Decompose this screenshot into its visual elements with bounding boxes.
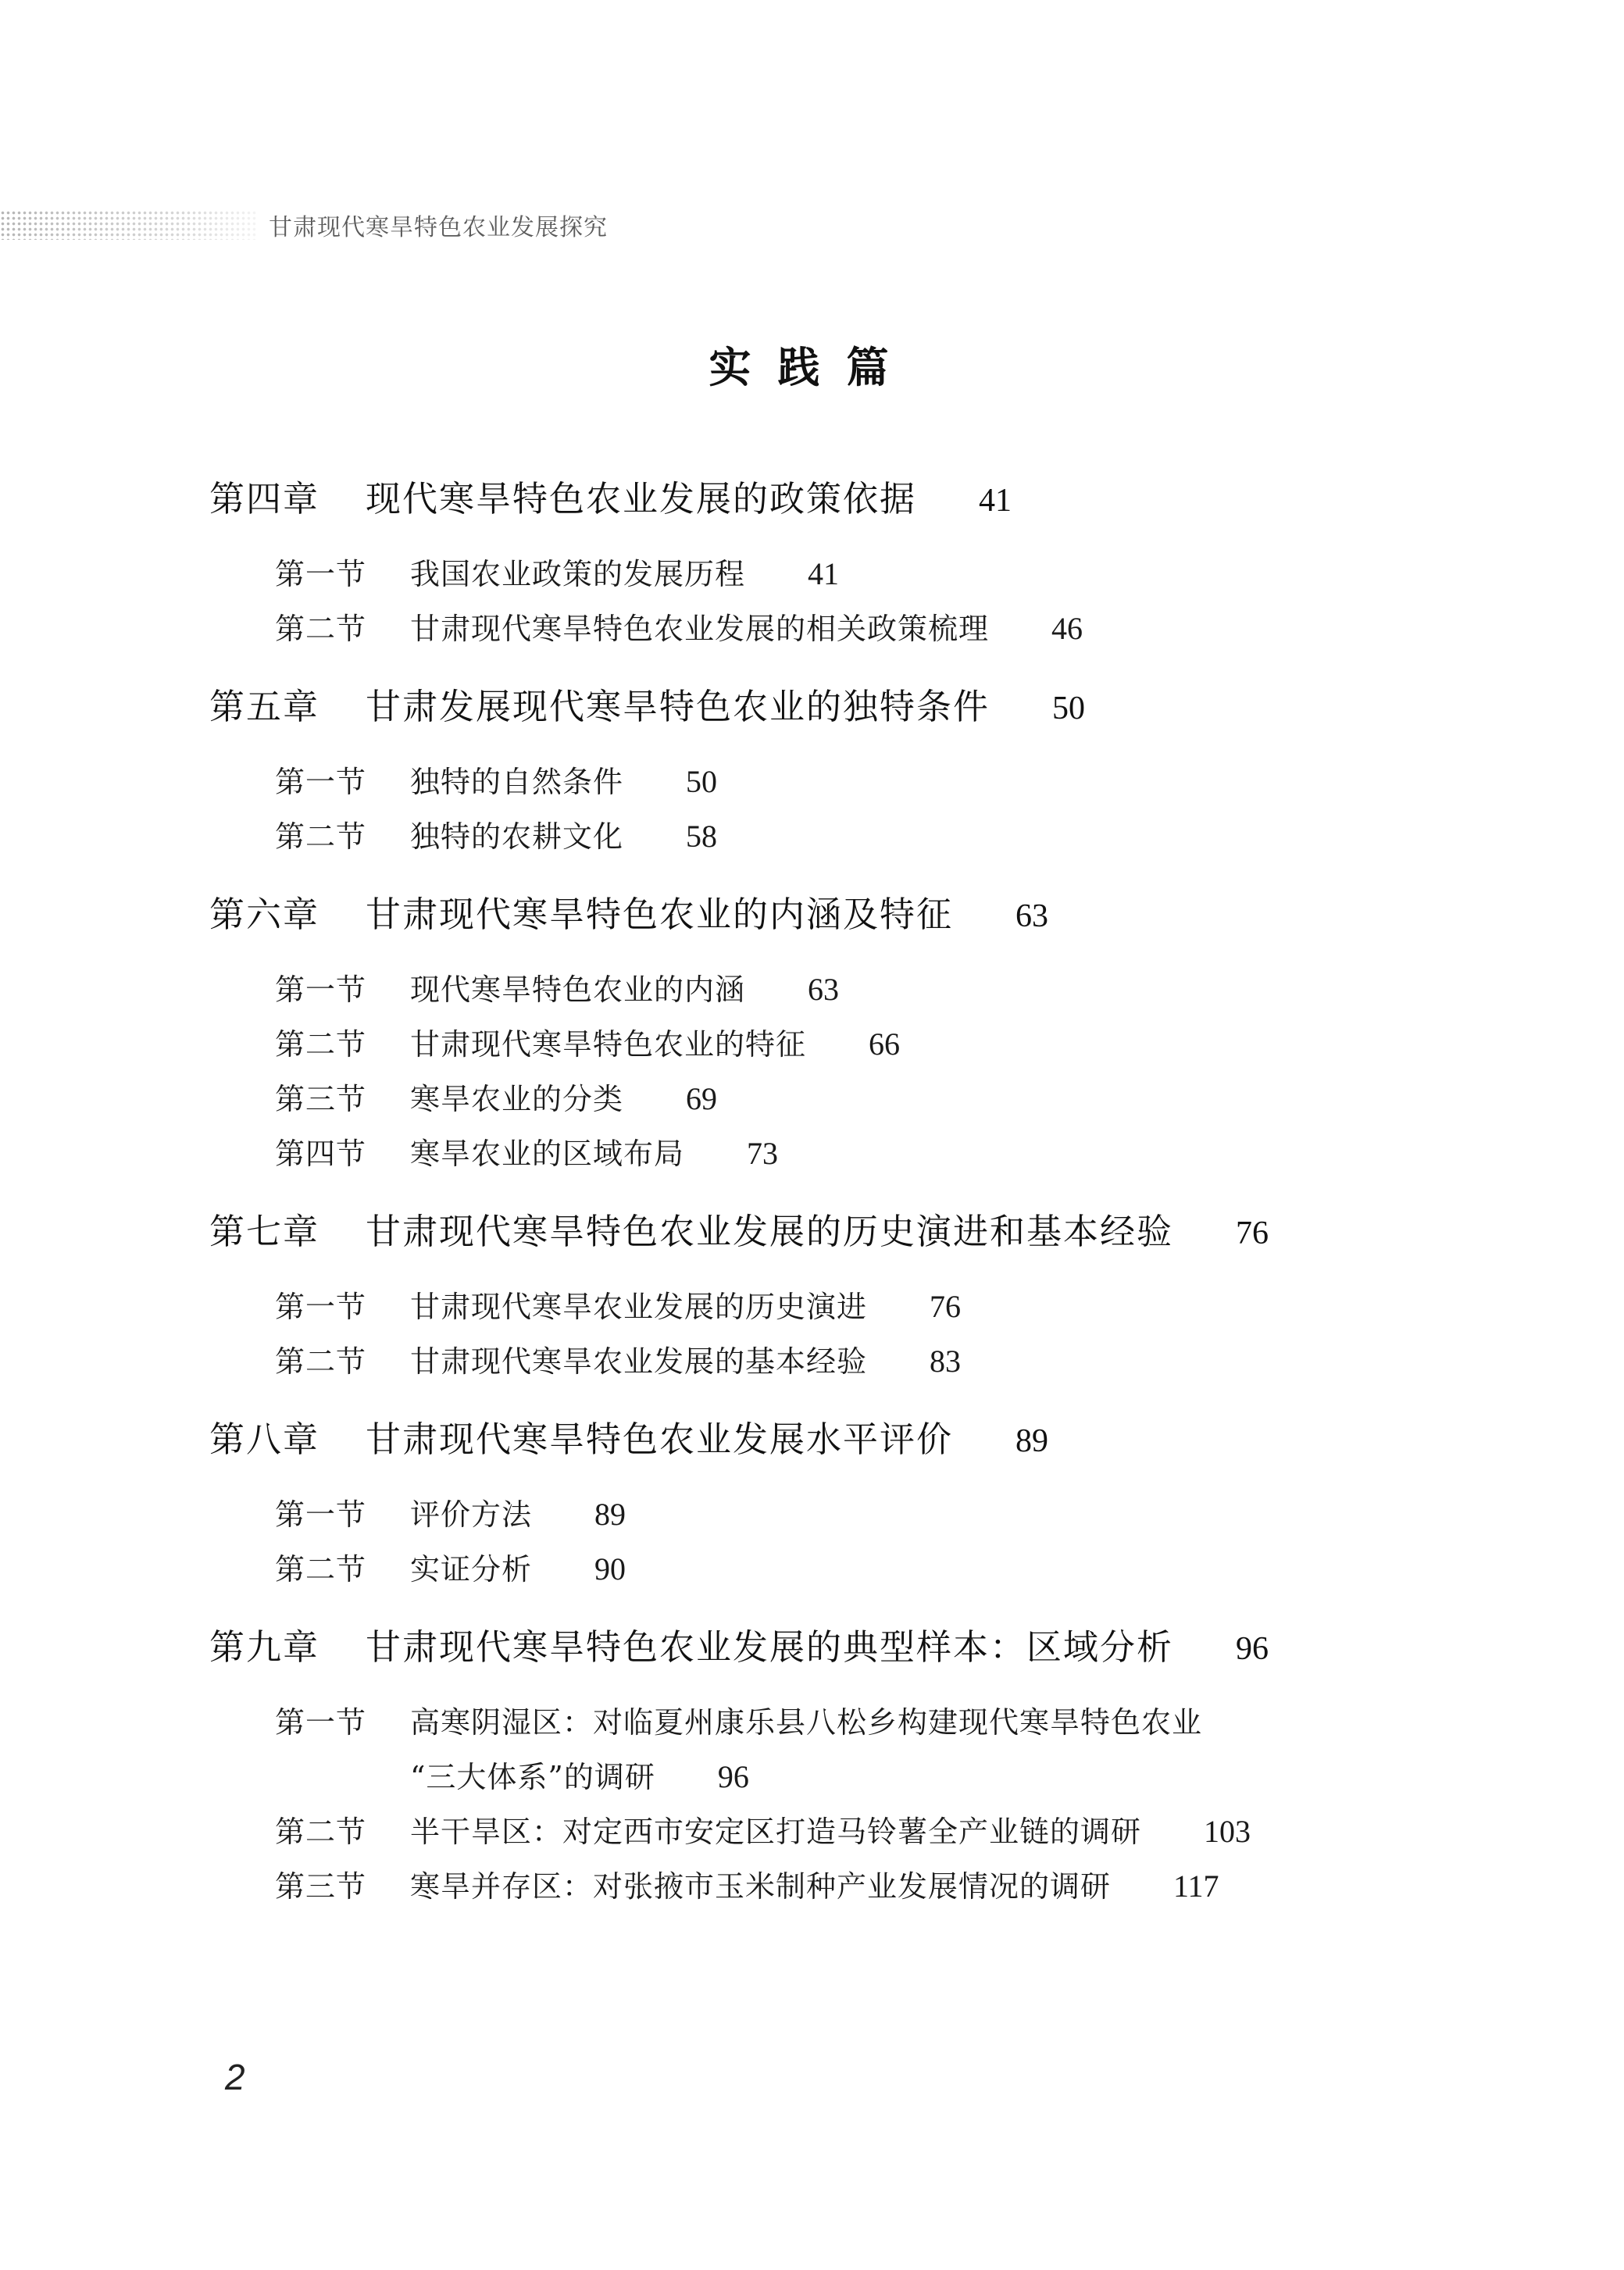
section-number: 第一节 <box>275 765 367 799</box>
book-title-header: 甘肃现代寒旱特色农业发展探究 <box>269 214 608 241</box>
chapter-page: 41 <box>979 483 1012 519</box>
toc-section[interactable] <box>209 1017 1459 1072</box>
chapter-page: 50 <box>1052 691 1086 726</box>
section-number: 第二节 <box>275 1027 367 1062</box>
chapter-title: 甘肃现代寒旱特色农业的内涵及特征 <box>366 894 954 935</box>
toc-section[interactable] <box>209 1859 1459 1914</box>
page-number: 2 <box>225 2057 245 2097</box>
chapter-title: 甘肃现代寒旱特色农业发展的典型样本：区域分析 <box>366 1626 1174 1668</box>
chapter-number: 第七章 <box>209 1211 320 1252</box>
section-page: 90 <box>594 1551 626 1587</box>
section-page: 73 <box>747 1136 779 1171</box>
section-number: 第一节 <box>275 1290 367 1324</box>
section-number: 第二节 <box>275 612 367 646</box>
section-title: 评价方法 <box>410 1497 533 1532</box>
toc-chapter[interactable] <box>209 675 1459 739</box>
toc-chapter[interactable] <box>209 1408 1459 1472</box>
section-page: 76 <box>930 1289 962 1324</box>
toc-section-continuation[interactable] <box>209 1750 1459 1804</box>
section-title: 寒旱并存区：对张掖市玉米制种产业发展情况的调研 <box>410 1869 1112 1904</box>
toc-section[interactable] <box>209 1072 1459 1126</box>
section-title-continuation: “三大体系”的调研 <box>410 1760 655 1794</box>
chapter-page: 96 <box>1236 1631 1269 1667</box>
section-title: 寒旱农业的分类 <box>410 1082 624 1116</box>
table-of-contents <box>209 467 1459 1914</box>
toc-section[interactable] <box>209 1695 1459 1750</box>
toc-section[interactable] <box>209 547 1459 601</box>
section-page: 41 <box>808 556 840 591</box>
section-title: 实证分析 <box>410 1552 533 1587</box>
chapter-title: 甘肃现代寒旱特色农业发展水平评价 <box>366 1419 954 1460</box>
section-title: 寒旱农业的区域布局 <box>410 1137 685 1171</box>
dot-pattern-decoration <box>0 210 258 240</box>
chapter-number: 第四章 <box>209 478 320 519</box>
section-page: 63 <box>808 972 840 1007</box>
chapter-page: 63 <box>1015 898 1049 934</box>
section-number: 第三节 <box>275 1869 367 1904</box>
section-number: 第二节 <box>275 819 367 854</box>
section-page: 69 <box>686 1081 718 1116</box>
section-number: 第四节 <box>275 1137 367 1171</box>
section-number: 第二节 <box>275 1815 367 1849</box>
chapter-page: 76 <box>1236 1215 1269 1251</box>
section-title: 甘肃现代寒旱农业发展的基本经验 <box>410 1344 868 1379</box>
section-page: 66 <box>869 1026 901 1062</box>
section-title: 高寒阴湿区：对临夏州康乐县八松乡构建现代寒旱特色农业 <box>410 1705 1203 1740</box>
chapter-number: 第八章 <box>209 1419 320 1460</box>
section-number: 第二节 <box>275 1344 367 1379</box>
section-page: 50 <box>686 764 718 799</box>
toc-section[interactable] <box>209 1280 1459 1334</box>
toc-section[interactable] <box>209 1334 1459 1389</box>
section-page: 46 <box>1051 611 1083 646</box>
section-number: 第一节 <box>275 1705 367 1740</box>
section-page: 83 <box>930 1344 962 1379</box>
toc-section[interactable] <box>209 1126 1459 1181</box>
toc-section[interactable] <box>209 962 1459 1017</box>
chapter-title: 现代寒旱特色农业发展的政策依据 <box>366 478 917 519</box>
chapter-number: 第五章 <box>209 686 320 727</box>
section-title: 甘肃现代寒旱特色农业发展的相关政策梳理 <box>410 612 990 646</box>
running-header <box>0 209 608 241</box>
section-number: 第二节 <box>275 1552 367 1587</box>
chapter-page: 89 <box>1015 1423 1049 1459</box>
section-title: 甘肃现代寒旱特色农业的特征 <box>410 1027 807 1062</box>
section-number: 第一节 <box>275 1497 367 1532</box>
part-title: 实践篇 <box>708 343 916 392</box>
section-page: 96 <box>717 1759 749 1794</box>
chapter-title: 甘肃发展现代寒旱特色农业的独特条件 <box>366 686 990 727</box>
section-number: 第三节 <box>275 1082 367 1116</box>
section-number: 第一节 <box>275 557 367 591</box>
section-page: 103 <box>1204 1814 1251 1849</box>
toc-chapter[interactable] <box>209 1200 1459 1264</box>
section-title: 独特的农耕文化 <box>410 819 624 854</box>
section-title: 现代寒旱特色农业的内涵 <box>410 973 746 1007</box>
toc-section[interactable] <box>209 1487 1459 1542</box>
toc-chapter[interactable] <box>209 883 1459 947</box>
chapter-title: 甘肃现代寒旱特色农业发展的历史演进和基本经验 <box>366 1211 1174 1252</box>
section-title: 甘肃现代寒旱农业发展的历史演进 <box>410 1290 868 1324</box>
toc-section[interactable] <box>209 1542 1459 1597</box>
toc-section[interactable] <box>209 809 1459 864</box>
toc-chapter[interactable] <box>209 467 1459 531</box>
toc-chapter[interactable] <box>209 1615 1459 1679</box>
section-number: 第一节 <box>275 973 367 1007</box>
toc-section[interactable] <box>209 601 1459 656</box>
section-title: 独特的自然条件 <box>410 765 624 799</box>
toc-section[interactable] <box>209 1804 1459 1859</box>
section-page: 117 <box>1173 1868 1219 1904</box>
section-title: 半干旱区：对定西市安定区打造马铃薯全产业链的调研 <box>410 1815 1142 1849</box>
section-page: 89 <box>594 1497 626 1532</box>
chapter-number: 第六章 <box>209 894 320 935</box>
section-page: 58 <box>686 819 718 854</box>
chapter-number: 第九章 <box>209 1626 320 1668</box>
section-title: 我国农业政策的发展历程 <box>410 557 746 591</box>
toc-section[interactable] <box>209 755 1459 809</box>
